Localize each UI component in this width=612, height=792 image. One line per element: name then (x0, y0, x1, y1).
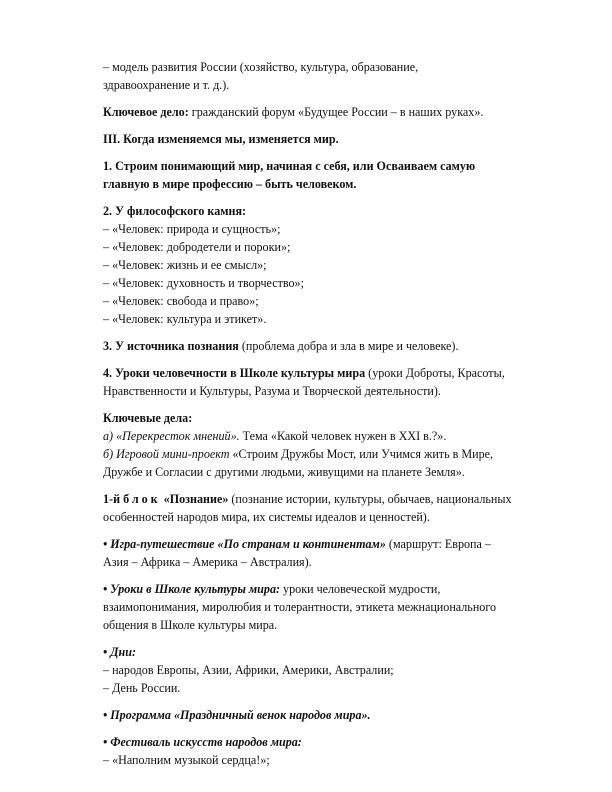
paragraph-peace-school-lessons (103, 580, 570, 634)
text-line: – модель развития России (хозяйство, культура, образование, (103, 60, 419, 74)
festival-heading: • Фестиваль искусств народов мира: (103, 735, 302, 749)
list-days (103, 661, 570, 697)
paragraph-point-1 (103, 157, 570, 193)
document-page (103, 58, 570, 769)
list-item: – «Наполним музыкой сердца!»; (103, 753, 270, 767)
lessons-label: • Уроки в Школе культуры мира: (103, 582, 281, 596)
block-prefix: 1-й (103, 492, 124, 506)
text-line: здравоохранение и т. д.). (103, 78, 230, 92)
paragraph-russia-model (103, 58, 570, 94)
event-b-text: «Строим Дружбы Мост, или Учимся жить в Мире, (229, 447, 494, 461)
program-heading: • Программа «Праздничный венок народов мира». (103, 708, 371, 722)
list-philosophy-topics (103, 220, 570, 328)
list-item: – «Человек: природа и сущность»; (103, 222, 281, 236)
list-item: – «Человек: жизнь и ее смысл»; (103, 258, 267, 272)
list-festival (103, 751, 570, 769)
paragraph-block-1 (103, 490, 570, 526)
block-word: блок (123, 492, 161, 506)
list-item: – День России. (103, 681, 181, 695)
block-text: (познание истории, культуры, обычаев, национальных (228, 492, 512, 506)
paragraph-travel-game (103, 535, 570, 571)
text-line: взаимопонимания, миролюбия и толерантности, этикета межнационального (103, 600, 497, 614)
block-label: «Познание» (160, 492, 229, 506)
point-3-label: 3. У источника познания (103, 339, 239, 353)
point-4-label: 4. Уроки человечности в Школе культуры мира (103, 366, 366, 380)
days-heading: • Дни: (103, 645, 136, 659)
paragraph-key-event-forum (103, 103, 570, 121)
event-a-text: Тема «Какой человек нужен в XXI в.?». (239, 429, 447, 443)
paragraph-event-a (103, 427, 570, 445)
list-item: – «Человек: духовность и творчество»; (103, 276, 304, 290)
paragraph-event-b (103, 445, 570, 481)
text-line: главную в мире профессию – быть человеком. (103, 177, 357, 191)
event-a-label: а) «Перекресток мнений». (103, 429, 240, 443)
key-events-heading: Ключевые дела: (103, 411, 193, 425)
text-line: особенностей народов мира, их системы идеалов и ценностей). (103, 510, 430, 524)
text-line: Дружбе и Согласии с другими людьми, живущими на планете Земля». (103, 465, 465, 479)
list-item: – «Человек: добродетели и пороки»; (103, 240, 291, 254)
text-line: общения в Школе культуры мира. (103, 618, 278, 632)
paragraph-point-3 (103, 337, 570, 355)
list-item: – народов Европы, Азии, Африки, Америки, Австралии; (103, 663, 394, 677)
text-line: Азия – Африка – Америка – Австралия). (103, 555, 312, 569)
event-b-label: б) Игровой мини-проект (103, 447, 230, 461)
travel-game-label: • Игра-путешествие «По странам и континентам» (103, 537, 386, 551)
point-3-text: (проблема добра и зла в мире и человеке). (238, 339, 459, 353)
paragraph-point-4 (103, 364, 570, 400)
lessons-text: уроки человеческой мудрости, (280, 582, 441, 596)
travel-game-text: (маршрут: Европа – (385, 537, 491, 551)
section-heading-iii: III. Когда изменяемся мы, изменяется мир. (103, 132, 339, 146)
key-event-label: Ключевое дело: (103, 105, 189, 119)
point-4-text: (уроки Доброты, Красоты, (365, 366, 505, 380)
text-line: 1. Строим понимающий мир, начиная с себя, или Осваиваем самую (103, 159, 476, 173)
list-item: – «Человек: культура и этикет». (103, 312, 267, 326)
paragraph-point-2: 2. У философского камня: (103, 204, 247, 218)
text-line: Нравственности и Культуры, Разума и Творческой деятельности). (103, 384, 441, 398)
list-item: – «Человек: свобода и право»; (103, 294, 259, 308)
key-event-text: гражданский форум «Будущее России – в наших руках». (188, 105, 484, 119)
